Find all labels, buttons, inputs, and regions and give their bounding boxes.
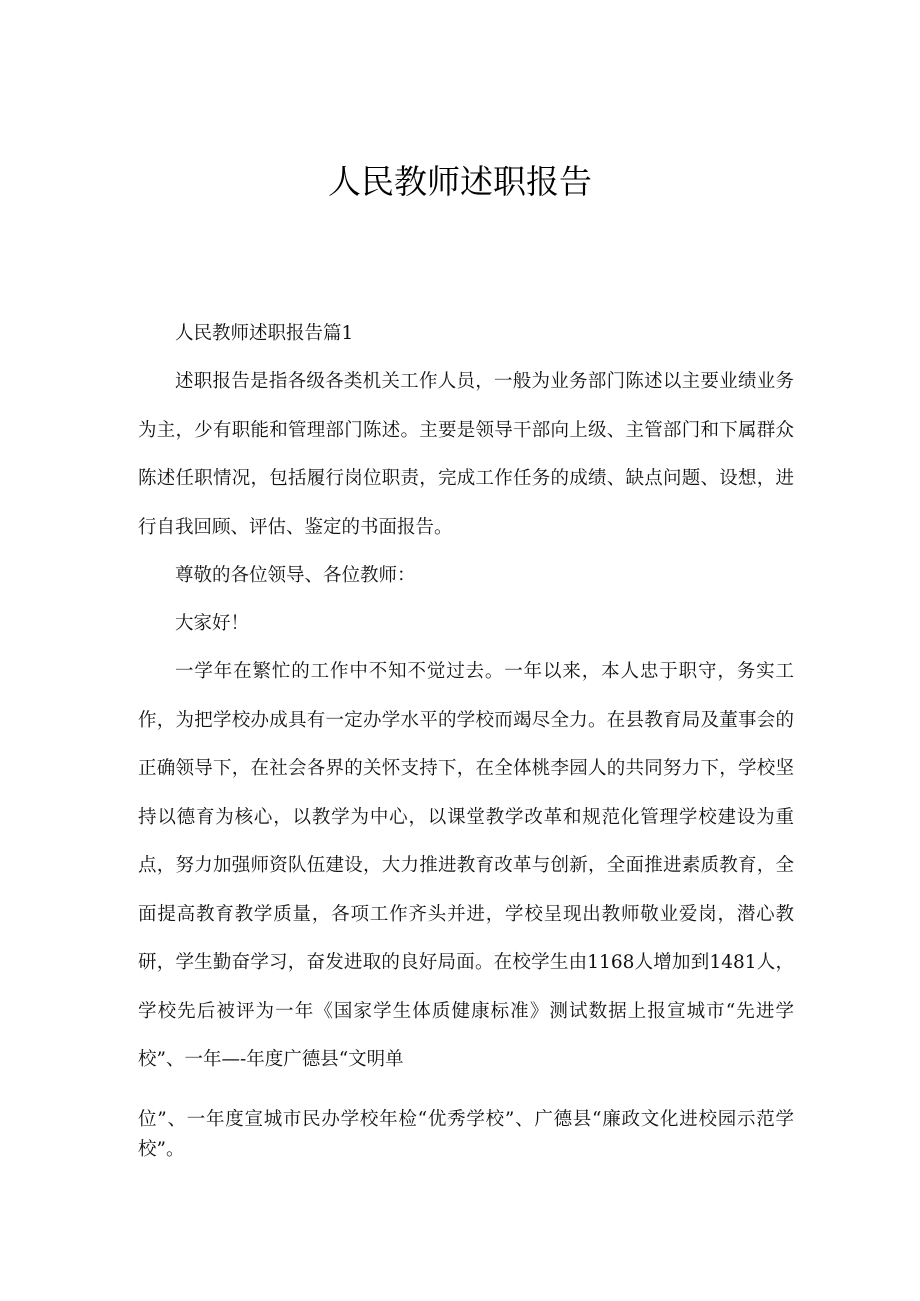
paragraph-definition: 述职报告是指各级各类机关工作人员，一般为业务部门陈述以主要业绩业务为主，少有职能和管理部门陈述。主要是领导干部向上级、主管部门和下属群众陈述任职情况，包括履行岗位职责，完成工作任务的成绩、缺点问题、设想，进行自我回顾、评估、鉴定的书面报告。 xyxy=(138,371,794,538)
document-body xyxy=(138,310,794,1085)
paragraph-main: 一学年在繁忙的工作中不知不觉过去。一年以来，本人忠于职守，务实工作，为把学校办成具有一定办学水平的学校而竭尽全力。在县教育局及董事会的正确领导下，在社会各界的关怀支持下，在全体桃李园人的共同努力下，学校坚持以德育为核心，以教学为中心，以课堂教学改革和规范化管理学校建设为重点，努力加强师资队伍建设，大力推进教育改革与创新，全面推进素质教育，全面提高教育教学质量，各项工作齐头并进，学校呈现出教师敬业爱岗，潜心教研，学生勤奋学习，奋发进取的良好局面。在校学生由1168人增加到1481人，学校先后被评为一年《国家学生体质健康标准》测试数据上报宣城市“先进学校”、一年—-年度广德县“文明单 xyxy=(138,661,794,1070)
document-title: 人民教师述职报告 xyxy=(328,162,592,201)
paragraph-salutation: 尊敬的各位领导、各位教师： xyxy=(175,565,416,586)
paragraph-greeting: 大家好！ xyxy=(175,613,250,634)
section-heading: 人民教师述职报告篇1 xyxy=(175,323,354,344)
paragraph-continued: 位”、一年度宣城市民办学校年检“优秀学校”、广德县“廉政文化进校园示范学校”。 xyxy=(138,1109,794,1160)
